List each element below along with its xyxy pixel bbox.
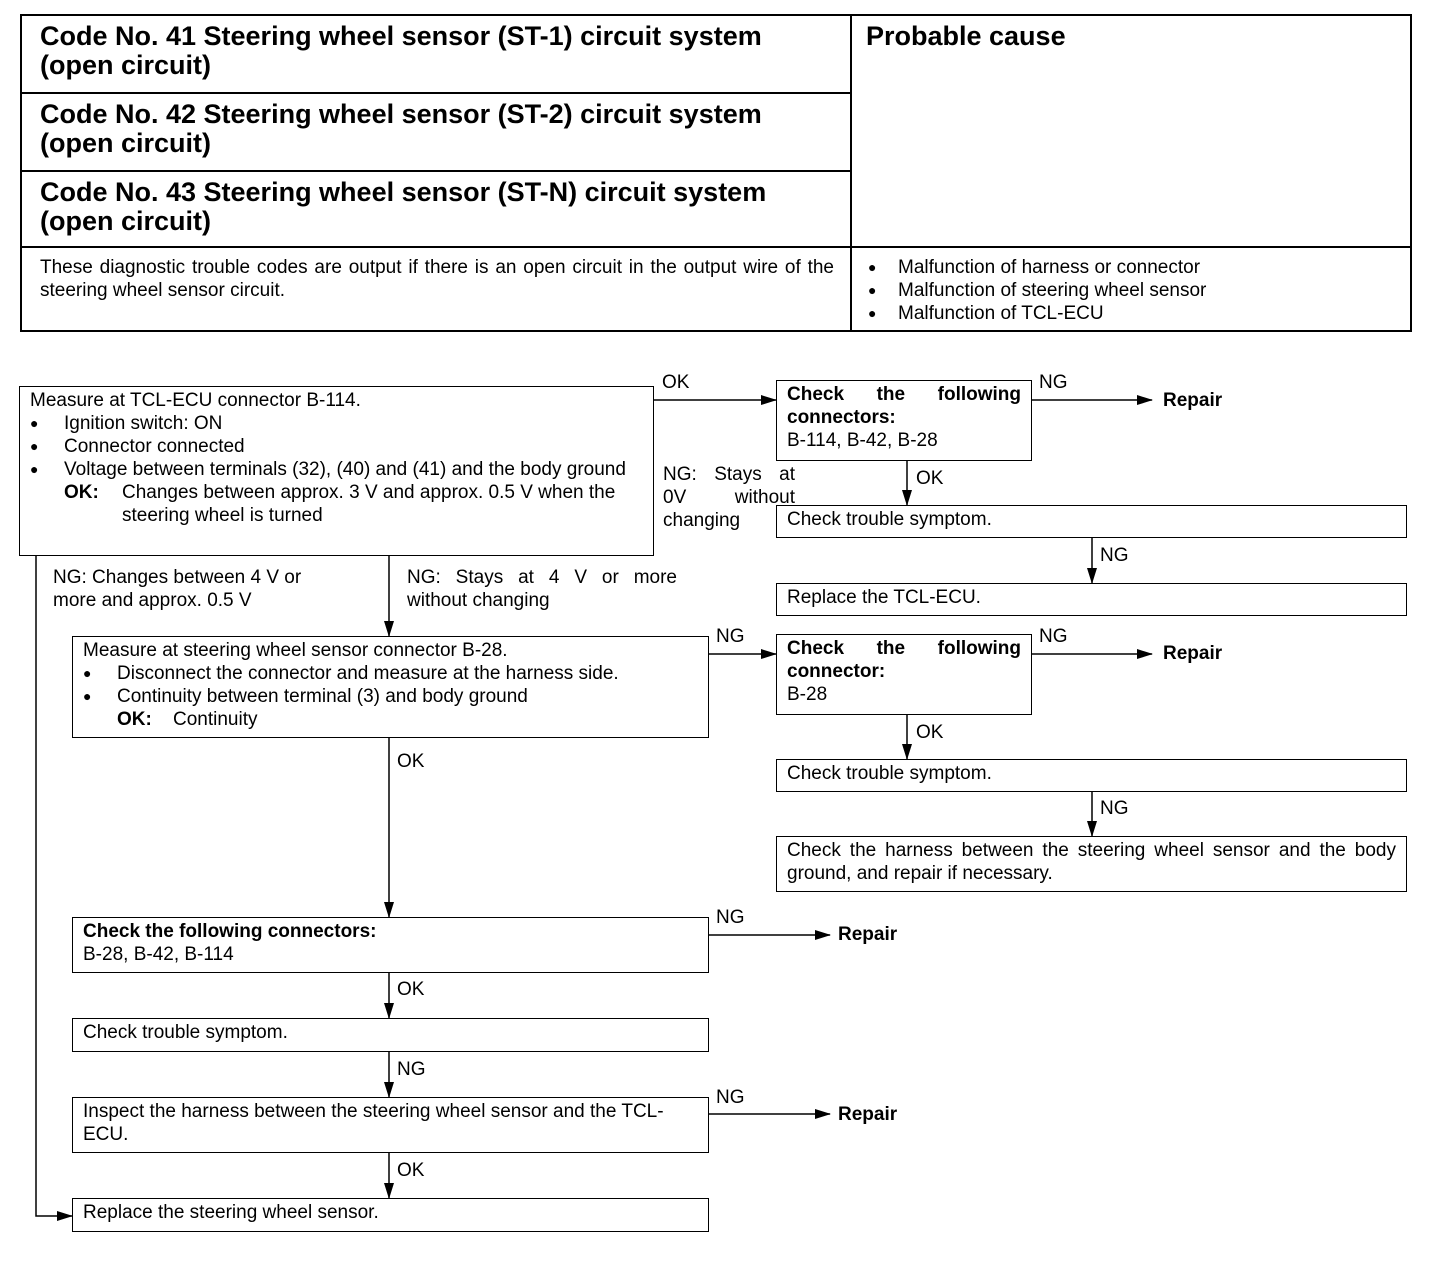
ng-changes-label: NG: Changes between 4 V or more and approx. 0.5 V [53,567,302,611]
ng-label: NG [1039,626,1068,647]
ng-label: NG [716,626,745,647]
right2-symptom-text: Check trouble symptom. [787,763,992,784]
step2-ok-row [83,708,698,731]
step1-measure-ecu-box [19,386,654,556]
ng-label: NG [716,1087,745,1108]
step3-inspect-harness-box [72,1097,709,1153]
ok-label: OK [916,468,944,489]
step1-title: Measure at TCL-ECU connector B-114. [30,390,361,411]
code-41-title: Code No. 41 Steering wheel sensor (ST-1) circuit system (open circuit) [40,21,762,80]
step3-replace-sensor-box [72,1198,709,1232]
cause-item: ● Malfunction of TCL-ECU [868,302,1410,325]
step3-inspect-text: Inspect the harness between the steering wheel sensor and the TCL-ECU. [83,1101,664,1145]
right2-harness-text: Check the harness between the steering wheel sensor and the body ground, and repair if necessary. [787,840,1396,884]
step3-symptom-box [72,1018,709,1052]
step3-check-list: B-28, B-42, B-114 [83,944,234,965]
step1-ok-label: OK: [64,482,99,503]
right2-check-list: B-28 [787,684,828,705]
step2-ok-text: Continuity [173,709,258,730]
right1-replace-text: Replace the TCL-ECU. [787,587,981,608]
step1-bullet: ● Connector connected [30,435,643,458]
probable-cause-title: Probable cause [866,21,1066,51]
ng-label: NG [1039,372,1068,393]
cause-item: ● Malfunction of steering wheel sensor [868,279,1410,302]
step3-check-connectors-box [72,917,709,973]
ok-label: OK [916,722,944,743]
step1-bullet: ● Voltage between terminals (32), (40) and (41) and the body ground [30,458,643,481]
repair-label: Repair [1163,643,1223,664]
ng-label: NG [397,1059,426,1080]
step2-ok-label: OK: [117,709,152,730]
step3-check-title: Check the following connectors: [83,921,377,942]
repair-label: Repair [838,924,898,945]
right1-symptom-text: Check trouble symptom. [787,509,992,530]
ok-label: OK [397,979,425,1000]
ng-label: NG [1100,545,1129,566]
right1-check-connectors-box [776,380,1032,461]
ng-label: NG [716,907,745,928]
step2-measure-sensor-box [72,636,709,738]
step3-replace-text: Replace the steering wheel sensor. [83,1202,379,1223]
ng-stays-0v-label: NG: Stays at 0V without changing [663,464,795,531]
ok-label: OK [662,372,690,393]
step1-ok-text: Changes between approx. 3 V and approx. 0.5 V when the steering wheel is turned [122,482,616,526]
right2-symptom-box [776,759,1407,792]
ok-label: OK [397,751,425,772]
ng-stays-4v-label: NG: Stays at 4 V or more without changing [407,567,677,611]
ok-label: OK [397,1160,425,1181]
step1-ok-row [30,481,643,527]
step2-title: Measure at steering wheel sensor connector B-28. [83,640,508,661]
right2-check-title: Check the following connector: [787,638,1021,682]
step2-bullet: ● Continuity between terminal (3) and body ground [83,685,698,708]
step2-bullets [83,662,698,708]
right1-check-list: B-114, B-42, B-28 [787,430,938,451]
description-text: These diagnostic trouble codes are output if there is an open circuit in the output wire of the steering wheel sensor circuit. [40,257,834,301]
ng-label: NG [1100,798,1129,819]
right1-symptom-box [776,505,1407,538]
repair-label: Repair [838,1104,898,1125]
right1-replace-ecu-box [776,583,1407,616]
right2-harness-box [776,836,1407,892]
right1-check-title: Check the following connectors: [787,384,1021,428]
step1-bullets [30,412,643,481]
code-43-title: Code No. 43 Steering wheel sensor (ST-N) circuit system (open circuit) [40,177,767,236]
step3-symptom-text: Check trouble symptom. [83,1022,288,1043]
cause-item: ● Malfunction of harness or connector [868,256,1410,279]
step2-bullet: ● Disconnect the connector and measure at the harness side. [83,662,698,685]
code-42-title: Code No. 42 Steering wheel sensor (ST-2) circuit system (open circuit) [40,99,762,158]
repair-label: Repair [1163,390,1223,411]
right2-check-connector-box [776,634,1032,715]
step1-bullet: ● Ignition switch: ON [30,412,643,435]
